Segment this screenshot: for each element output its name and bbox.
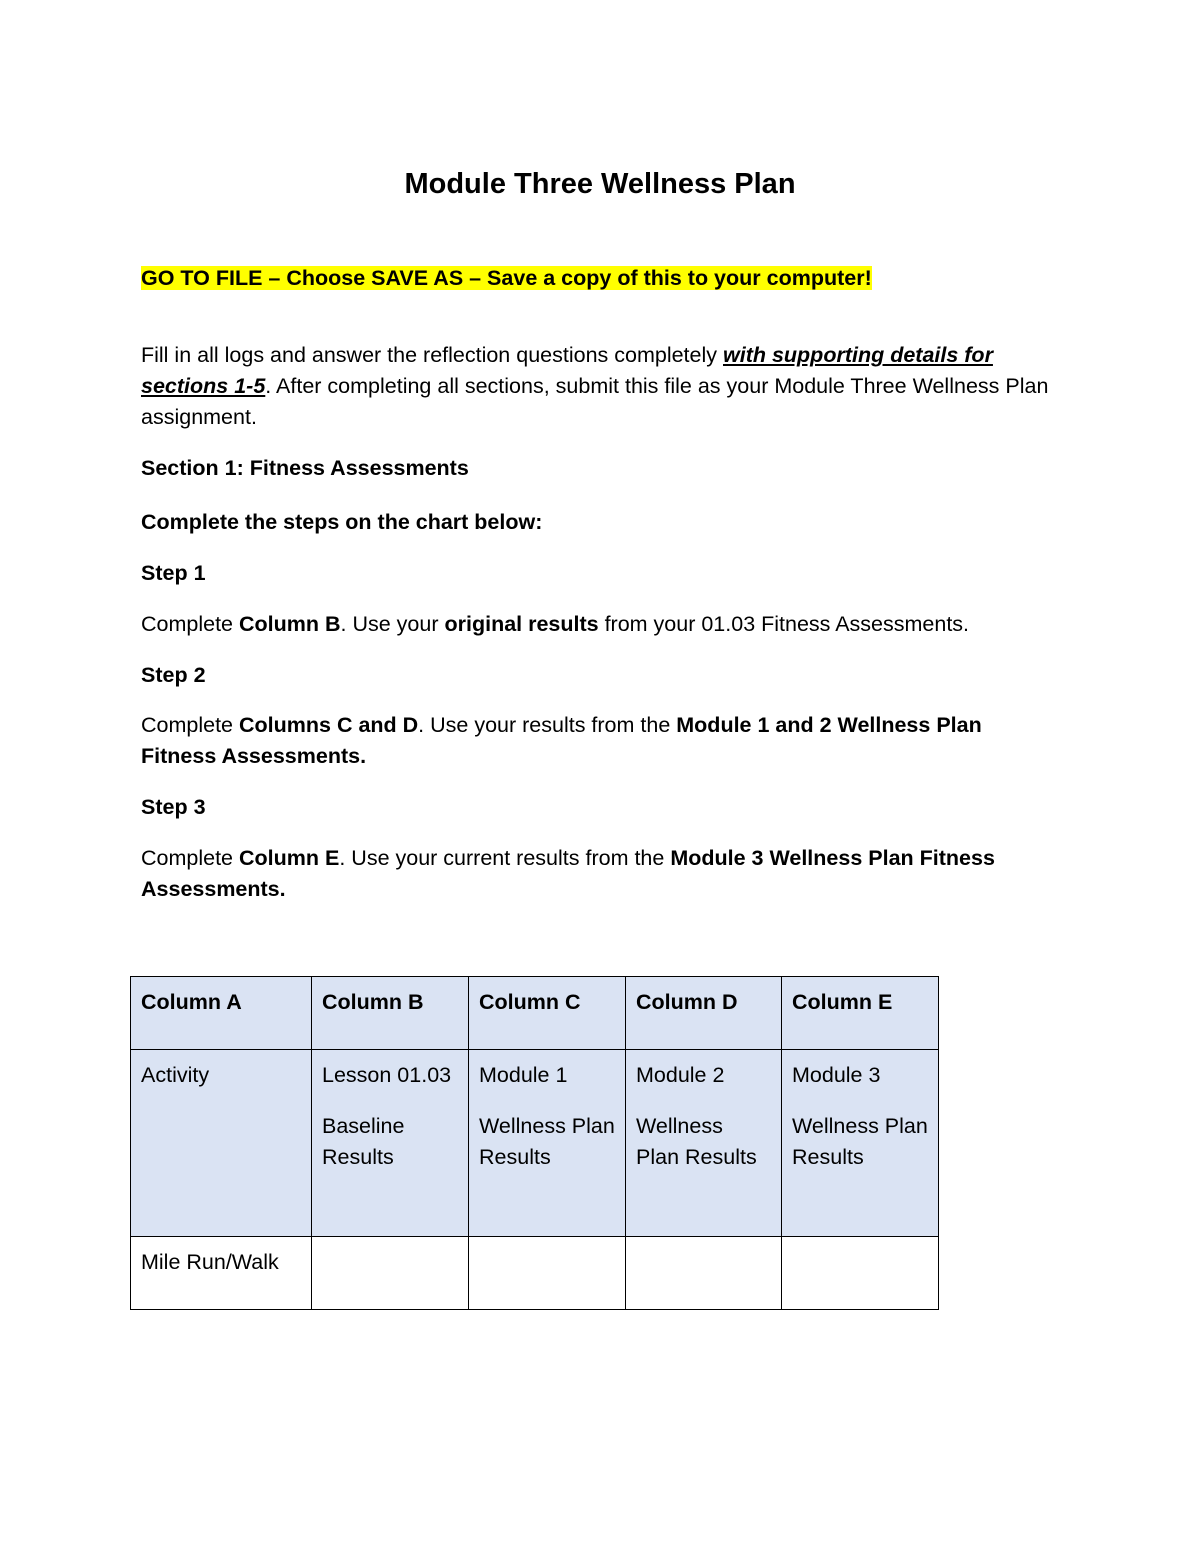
subheader-column-b xyxy=(312,1050,469,1237)
step-2-bold-a: Columns C and D xyxy=(239,713,419,737)
subheader-column-e xyxy=(782,1050,939,1237)
intro-emphasis: with supporting details for sections 1-5 xyxy=(141,343,993,398)
intro-text-2: . After completing all sections, submit this file as your Module Three Wellness Plan assignment. xyxy=(141,374,1049,429)
module-3-results-label: Wellness Plan Results xyxy=(792,1114,928,1169)
step-3-text xyxy=(141,843,1021,905)
step-1-bold-b: original results xyxy=(444,612,599,636)
module-1-result-cell[interactable] xyxy=(469,1237,626,1310)
module-2-label: Module 2 xyxy=(636,1063,725,1087)
activity-cell: Mile Run/Walk xyxy=(131,1237,312,1310)
table-row xyxy=(131,1237,939,1310)
step-3-text-b: . Use your current results from the xyxy=(339,846,671,870)
intro-text-1: Fill in all logs and answer the reflection questions completely xyxy=(141,343,723,367)
table-subheader-row xyxy=(131,1050,939,1237)
activity-label: Activity xyxy=(141,1063,210,1087)
spacer xyxy=(322,1091,458,1111)
spacer xyxy=(636,1091,771,1111)
step-1-label: Step 1 xyxy=(141,561,206,585)
baseline-result-cell[interactable] xyxy=(312,1237,469,1310)
table-header-row xyxy=(131,977,939,1050)
step-2-text xyxy=(141,710,1021,772)
subheader-activity xyxy=(131,1050,312,1237)
chart-instruction: Complete the steps on the chart below: xyxy=(141,510,543,534)
step-2-bold-b: Module 1 and 2 Wellness Plan Fitness Assessments. xyxy=(141,713,982,768)
step-2-text-b: . Use your results from the xyxy=(418,713,677,737)
intro-paragraph xyxy=(141,340,1061,433)
header-column-e: Column E xyxy=(782,977,939,1050)
step-1-text-a: Complete xyxy=(141,612,239,636)
step-2-label: Step 2 xyxy=(141,663,206,687)
highlighted-save-note: GO TO FILE – Choose SAVE AS – Save a copy of this to your computer! xyxy=(141,266,872,290)
subheader-column-d xyxy=(626,1050,782,1237)
module-2-results-label: Wellness Plan Results xyxy=(636,1114,757,1169)
header-column-a: Column A xyxy=(131,977,312,1050)
step-1-bold-a: Column B xyxy=(239,612,341,636)
document-title: Module Three Wellness Plan xyxy=(404,168,796,200)
step-3-bold-b: Module 3 Wellness Plan Fitness Assessments. xyxy=(141,846,995,901)
step-3-label: Step 3 xyxy=(141,795,206,819)
module-1-label: Module 1 xyxy=(479,1063,568,1087)
header-column-c: Column C xyxy=(469,977,626,1050)
spacer xyxy=(479,1091,615,1111)
step-2-text-a: Complete xyxy=(141,713,239,737)
step-1-text-b: . Use your xyxy=(340,612,445,636)
step-3-text-a: Complete xyxy=(141,846,239,870)
step-3-bold-a: Column E xyxy=(239,846,340,870)
header-column-d: Column D xyxy=(626,977,782,1050)
save-instruction xyxy=(141,263,1061,294)
spacer xyxy=(792,1091,928,1111)
step-1-text-c: from your 01.03 Fitness Assessments. xyxy=(598,612,970,636)
fitness-assessment-table xyxy=(130,976,939,1310)
lesson-label: Lesson 01.03 xyxy=(322,1063,452,1087)
module-1-results-label: Wellness Plan Results xyxy=(479,1114,615,1169)
module-3-result-cell[interactable] xyxy=(782,1237,939,1310)
subheader-column-c xyxy=(469,1050,626,1237)
header-column-b: Column B xyxy=(312,977,469,1050)
module-2-result-cell[interactable] xyxy=(626,1237,782,1310)
section-heading: Section 1: Fitness Assessments xyxy=(141,456,469,480)
baseline-label: Baseline Results xyxy=(322,1114,405,1169)
step-1-text xyxy=(141,609,1061,640)
module-3-label: Module 3 xyxy=(792,1063,881,1087)
